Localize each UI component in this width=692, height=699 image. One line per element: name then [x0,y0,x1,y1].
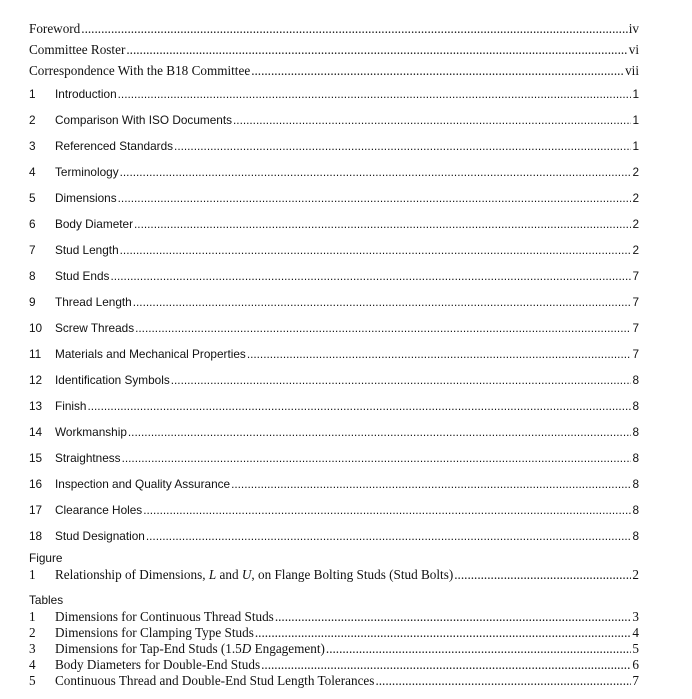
toc-table-1[interactable] [29,609,639,625]
section-page: 7 [632,269,639,283]
table-title: Body Diameters for Double-End Studs [55,657,261,672]
section-number: 4 [29,165,36,179]
section-page: 7 [632,347,639,361]
section-page: 1 [632,113,639,127]
toc-section-6[interactable] [29,211,639,237]
toc-figure-1[interactable] [29,567,639,583]
toc-section-1[interactable] [29,81,639,107]
section-page: 8 [632,477,639,491]
tables-heading: Tables [29,593,64,607]
dot-leader [171,367,632,393]
toc-section-15[interactable] [29,445,639,471]
section-page: 2 [632,191,639,205]
figure-variable-l: L [208,567,217,582]
figure-heading: Figure [29,551,63,565]
front-matter-list [29,18,639,81]
toc-entry-foreword[interactable] [29,18,639,39]
toc-section-16[interactable] [29,471,639,497]
section-page: 1 [632,87,639,101]
figure-variable-u: U [241,567,252,582]
dot-leader [118,81,632,107]
section-page: 8 [632,373,639,387]
dot-leader [146,523,632,549]
toc-entry-title: Committee Roster [29,42,126,57]
dot-leader [87,393,631,419]
dot-leader [261,657,631,673]
table-page: 3 [632,609,639,624]
section-number: 12 [29,373,43,387]
dot-leader [375,673,631,689]
section-number: 10 [29,321,43,335]
figure-page: 2 [632,567,639,582]
section-number: 6 [29,217,36,231]
toc-entry-correspondence[interactable] [29,60,639,81]
section-title: Body Diameter [55,217,134,231]
toc-section-14[interactable] [29,419,639,445]
table-page: 4 [632,625,639,640]
section-title: Inspection and Quality Assurance [55,477,231,491]
table-title: Dimensions for Clamping Type Studs [55,625,254,640]
figure-title-part: , on Flange Bolting Studs (Stud Bolts) [251,567,454,582]
toc-table-5[interactable] [29,673,639,689]
section-page: 8 [632,503,639,517]
section-title: Screw Threads [55,321,135,335]
toc-table-3[interactable] [29,641,639,657]
toc-section-2[interactable] [29,107,639,133]
section-title: Clearance Holes [55,503,143,517]
dot-leader [247,341,632,367]
section-title: Stud Ends [55,269,110,283]
dot-leader [454,567,631,583]
toc-entry-page: iv [628,21,639,36]
dot-leader [143,497,631,523]
table-page: 6 [632,657,639,672]
dot-leader [174,133,631,159]
dot-leader [81,18,627,39]
toc-section-13[interactable] [29,393,639,419]
toc-table-4[interactable] [29,657,639,673]
section-title: Stud Length [55,243,119,257]
table-title-part: Engagement) [251,641,325,656]
dot-leader [135,315,631,341]
table-number: 1 [29,609,36,624]
sections-list [29,81,639,549]
section-number: 16 [29,477,43,491]
section-page: 8 [632,529,639,543]
table-number: 3 [29,641,36,656]
section-number: 13 [29,399,43,413]
section-number: 11 [29,347,42,361]
toc-entry-page: vi [628,42,639,57]
dot-leader [118,185,632,211]
table-page: 5 [632,641,639,656]
toc-section-7[interactable] [29,237,639,263]
figure-title-part: Relationship of Dimensions, [55,567,209,582]
toc-entry-title: Correspondence With the B18 Committee [29,63,251,78]
section-page: 7 [632,295,639,309]
section-title: Straightness [55,451,121,465]
section-page: 1 [632,139,639,153]
section-page: 2 [632,217,639,231]
toc-section-9[interactable] [29,289,639,315]
toc-section-4[interactable] [29,159,639,185]
section-page: 8 [632,425,639,439]
section-title: Workmanship [55,425,127,439]
section-number: 17 [29,503,43,517]
toc-section-10[interactable] [29,315,639,341]
section-number: 15 [29,451,43,465]
table-number: 5 [29,673,36,688]
section-page: 2 [632,243,639,257]
section-title: Comparison With ISO Documents [55,113,233,127]
table-title: Dimensions for Continuous Thread Studs [55,609,274,624]
section-title: Identification Symbols [55,373,170,387]
section-title: Finish [55,399,87,413]
toc-section-18[interactable] [29,523,639,549]
figures-list [29,567,639,583]
section-title: Introduction [55,87,117,101]
section-number: 7 [29,243,36,257]
dot-leader [126,39,627,60]
section-title: Referenced Standards [55,139,174,153]
toc-table-2[interactable] [29,625,639,641]
table-number: 4 [29,657,36,672]
toc-entry-title: Foreword [29,21,81,36]
section-page: 8 [632,451,639,465]
dot-leader [128,419,632,445]
section-number: 2 [29,113,36,127]
toc-section-11[interactable] [29,341,639,367]
section-number: 3 [29,139,36,153]
dot-leader [255,625,632,641]
section-title: Stud Designation [55,529,145,543]
section-number: 5 [29,191,36,205]
section-title: Terminology [55,165,119,179]
table-of-contents [29,18,639,689]
dot-leader [275,609,632,625]
dot-leader [120,159,632,185]
dot-leader [134,211,631,237]
figure-title-part: and [216,567,242,582]
section-number: 18 [29,529,43,543]
dot-leader [110,263,631,289]
dot-leader [231,471,631,497]
toc-section-8[interactable] [29,263,639,289]
dot-leader [133,289,632,315]
toc-entry-page: vii [625,63,639,78]
section-page: 2 [632,165,639,179]
figure-number: 1 [29,567,36,582]
section-number: 9 [29,295,36,309]
dot-leader [122,445,632,471]
toc-section-17[interactable] [29,497,639,523]
table-title-part: Dimensions for Tap-End Studs (1.5 [55,641,242,656]
toc-section-5[interactable] [29,185,639,211]
section-number: 8 [29,269,36,283]
dot-leader [120,237,632,263]
table-variable-d: D [241,641,252,656]
table-number: 2 [29,625,36,640]
tables-list [29,609,639,689]
section-title: Materials and Mechanical Properties [55,347,246,361]
dot-leader [326,641,632,657]
toc-entry-committee-roster[interactable] [29,39,639,60]
section-title: Thread Length [55,295,132,309]
section-number: 1 [29,87,36,101]
dot-leader [233,107,631,133]
section-page: 7 [632,321,639,335]
toc-section-12[interactable] [29,367,639,393]
table-page: 7 [632,673,639,688]
toc-section-3[interactable] [29,133,639,159]
dot-leader [251,60,624,81]
section-page: 8 [632,399,639,413]
section-number: 14 [29,425,43,439]
section-title: Dimensions [55,191,117,205]
table-title: Continuous Thread and Double-End Stud Length Tolerances [55,673,375,688]
